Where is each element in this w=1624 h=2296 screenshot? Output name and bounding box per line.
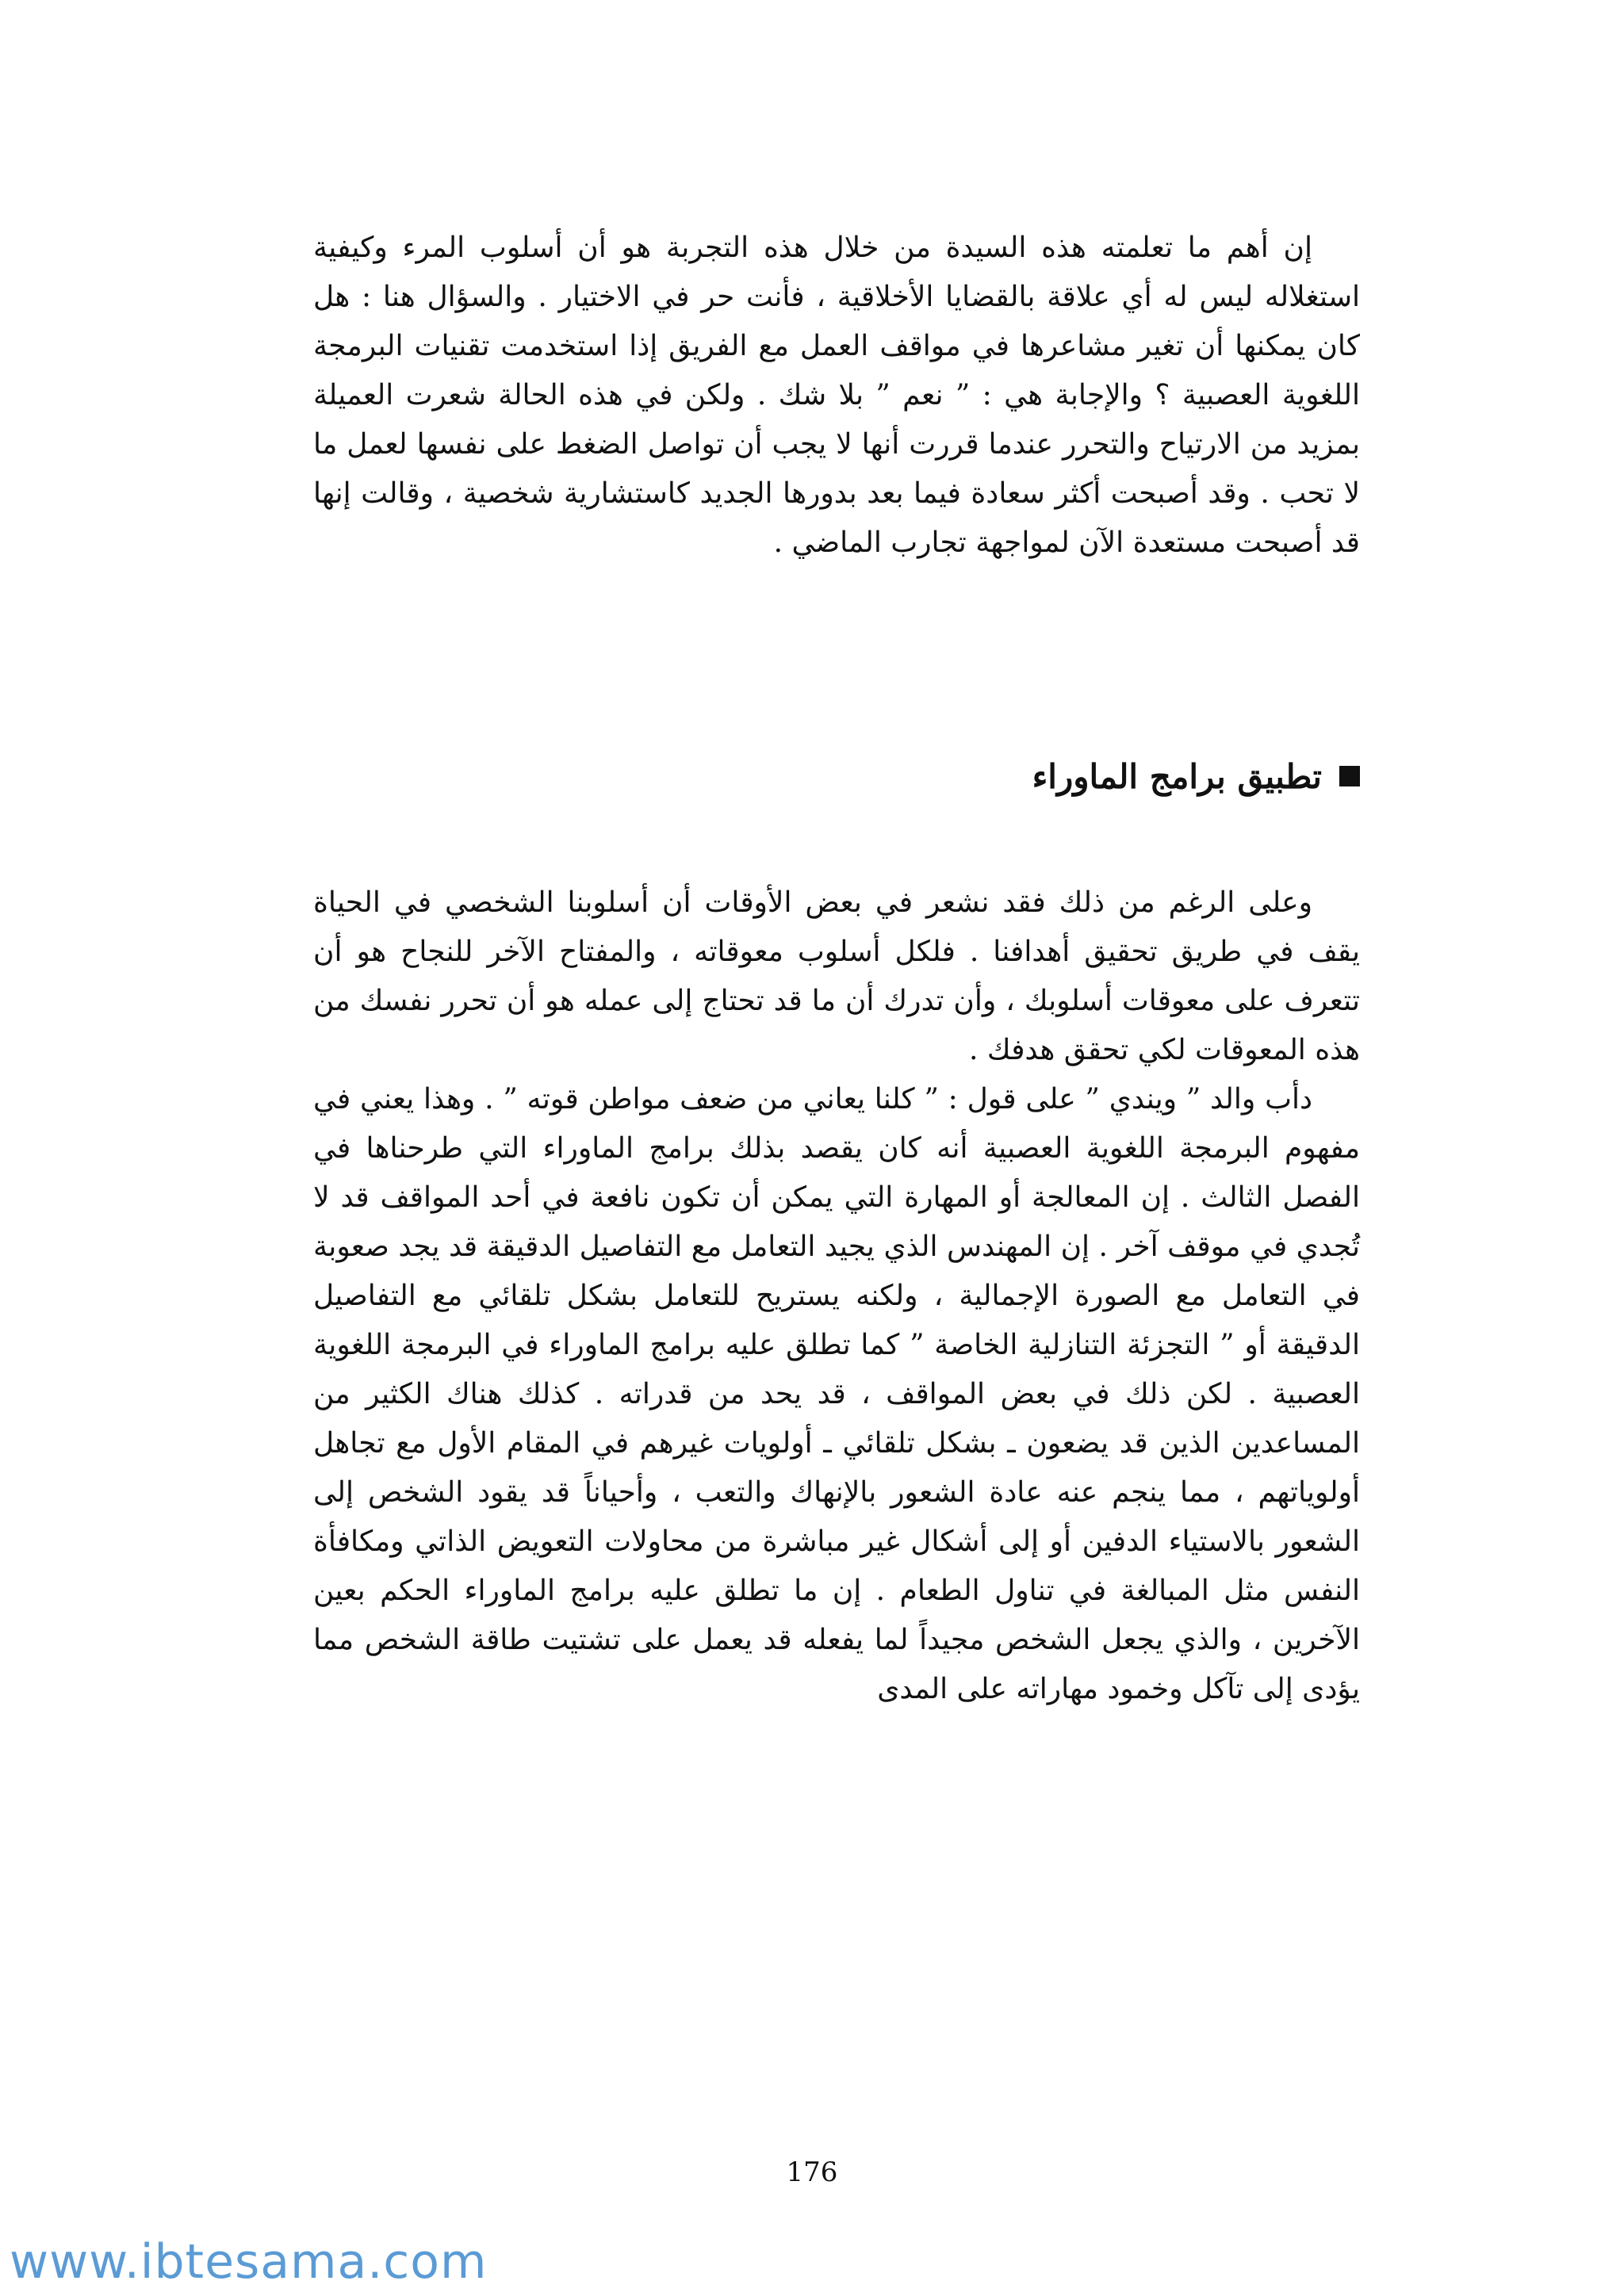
paragraph-2: وعلى الرغم من ذلك فقد نشعر في بعض الأوقات أن أسلوبنا الشخصي في الحياة يقف في طريق تحقيق أهدافنا . فلكل أسلوب معوقاته ، والمفتاح الآخر للنجاح هو أن تتعرف على معوقات أسلوبك ، وأن تدرك أن ما قد تحتاج إلى عمله هو أن تحرر نفسك من هذه المعوقات لكي تحقق هدفك . [313, 886, 1360, 1066]
page-number: 176 [786, 2156, 838, 2188]
paragraph-1: إن أهم ما تعلمته هذه السيدة من خلال هذه التجربة هو أن أسلوب المرء وكيفية استغلاله ليس له أي علاقة بالقضايا الأخلاقية ، فأنت حر في الاختيار . والسؤال هنا : هل كان يمكنها أن تغير مشاعرها في مواقف العمل مع الفريق إذا استخدمت تقنيات البرمجة اللغوية العصبية ؟ والإجابة هي : ” نعم ” بلا شك . ولكن في هذه الحالة شعرت العميلة بمزيد من الارتياح والتحرر عندما قررت أنها لا يجب أن تواصل الضغط على نفسها لعمل ما لا تحب . وقد أصبحت أكثر سعادة فيما بعد بدورها الجديد كاستشارية شخصية ، وقالت إنها قد أصبحت مستعدة الآن لمواجهة تجارب الماضي . [313, 232, 1360, 559]
section-heading [313, 753, 1360, 801]
opening-text-block [313, 224, 1360, 568]
watermark-url: www.ibtesama.com [10, 2234, 488, 2290]
section-heading-text: تطبيق برامج الماوراء [1032, 757, 1322, 796]
paragraph-3: دأب والد ” ويندي ” على قول : ” كلنا يعاني من ضعف مواطن قوته ” . وهذا يعني في مفهوم البرمجة اللغوية العصبية أنه كان يقصد بذلك برامج الماوراء التي طرحناها في الفصل الثالث . إن المعالجة أو المهارة التي يمكن أن تكون نافعة في أحد المواقف قد لا تُجدي في موقف آخر . إن المهندس الذي يجيد التعامل مع التفاصيل الدقيقة قد يجد صعوبة في التعامل مع الصورة الإجمالية ، ولكنه يستريح للتعامل بشكل تلقائي مع التفاصيل الدقيقة أو ” التجزئة التنازلية الخاصة ” كما تطلق عليه برامج الماوراء في البرمجة اللغوية العصبية . لكن ذلك في بعض المواقف ، قد يحد من قدراته . كذلك هناك الكثير من المساعدين الذين قد يضعون ـ بشكل تلقائي ـ أولويات غيرهم في المقام الأول مع تجاهل أولوياتهم ، مما ينجم عنه عادة الشعور بالإنهاك والتعب ، وأحياناً قد يقود الشخص إلى الشعور بالاستياء الدفين أو إلى أشكال غير مباشرة من محاولات التعويض الذاتي ومكافأة النفس مثل المبالغة في تناول الطعام . إن ما تطلق عليه برامج الماوراء الحكم بعين الآخرين ، والذي يجعل الشخص مجيداً لما يفعله قد يعمل على تشتيت طاقة الشخص مما يؤدى إلى تآكل وخمود مهاراته على المدى [313, 1083, 1360, 1705]
square-bullet-icon [1339, 766, 1360, 786]
section-text-block [313, 878, 1360, 1714]
